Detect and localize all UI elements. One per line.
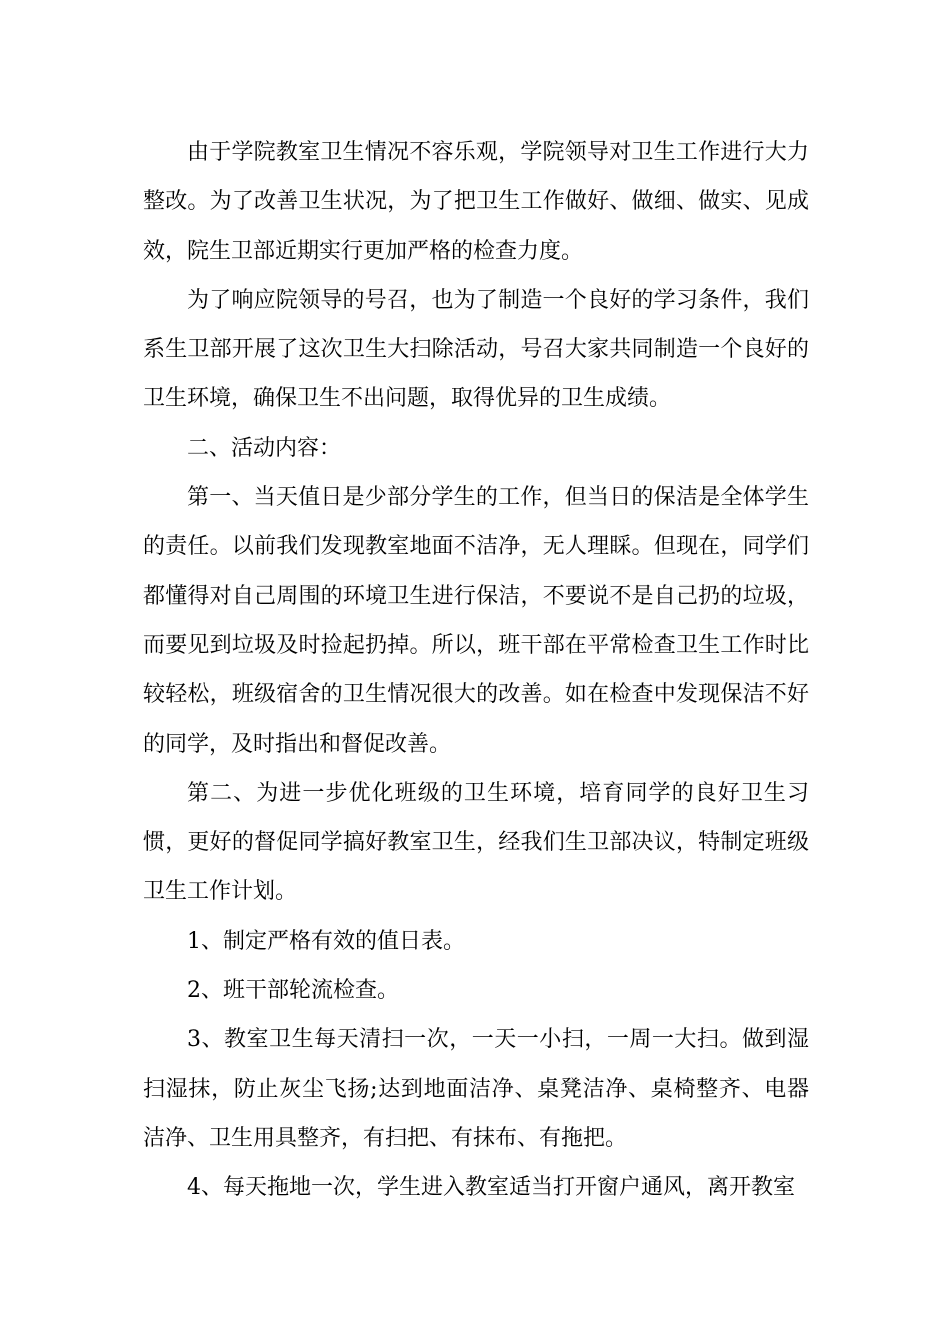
document-body [143, 128, 809, 1213]
paragraph-second-point: 第二、为进一步优化班级的卫生环境，培育同学的良好卫生习惯，更好的督促同学搞好教室卫生，经我们生卫部决议，特制定班级卫生工作计划。 [143, 780, 809, 905]
paragraph-purpose: 为了响应院领导的号召，也为了制造一个良好的学习条件，我们系生卫部开展了这次卫生大扫除活动，号召大家共同制造一个良好的卫生环境，确保卫生不出问题，取得优异的卫生成绩。 [143, 287, 809, 412]
list-item-2: 2、班干部轮流检查。 [187, 978, 399, 1004]
paragraph-first-point: 第一、当天值日是少部分学生的工作，但当日的保洁是全体学生的责任。以前我们发现教室地面不洁净，无人理睬。但现在，同学们都懂得对自己周围的环境卫生进行保洁，不要说不是自己扔的垃圾，而要见到垃圾及时捡起扔掉。所以，班干部在平常检查卫生工作时比较轻松，班级宿舍的卫生情况很大的改善。如在检查中发现保洁不好的同学，及时指出和督促改善。 [143, 485, 809, 757]
paragraph-intro: 由于学院教室卫生情况不容乐观，学院领导对卫生工作进行大力整改。为了改善卫生状况，为了把卫生工作做好、做细、做实、见成效，院生卫部近期实行更加严格的检查力度。 [143, 140, 809, 264]
list-item-1: 1、制定严格有效的值日表。 [187, 928, 465, 954]
list-item-3: 3、教室卫生每天清扫一次，一天一小扫，一周一大扫。做到湿扫湿抹，防止灰尘飞扬;达到地面洁净、桌凳洁净、桌椅整齐、电器洁净、卫生用具整齐，有扫把、有抹布、有拖把。 [143, 1027, 809, 1151]
section-heading-activity-content: 二、活动内容： [187, 435, 342, 461]
list-item-4: 4、每天拖地一次，学生进入教室适当打开窗户通风，离开教室 [187, 1175, 795, 1201]
